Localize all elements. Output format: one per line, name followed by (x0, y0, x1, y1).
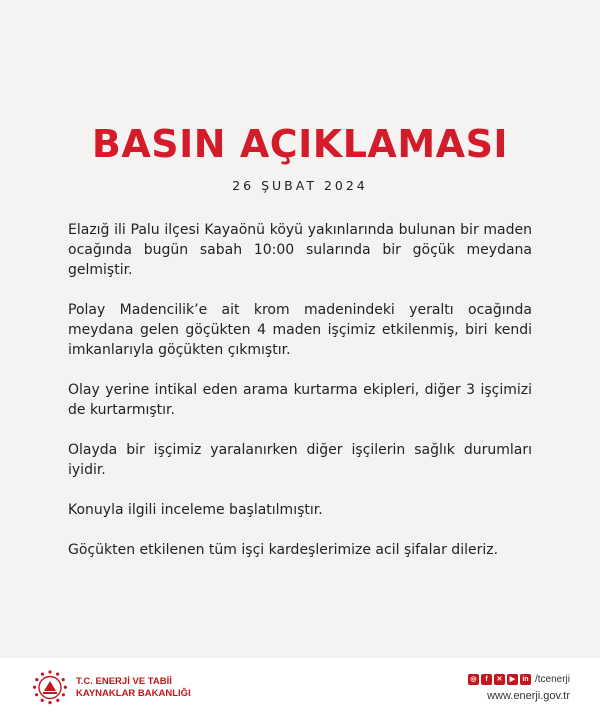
facebook-icon[interactable]: f (481, 674, 492, 685)
ministry-name-line2: KAYNAKLAR BAKANLIĞI (76, 688, 191, 699)
social-links (468, 674, 570, 685)
press-body (68, 220, 532, 580)
youtube-icon[interactable]: ▶ (507, 674, 518, 685)
instagram-icon[interactable]: ◎ (468, 674, 479, 685)
paragraph: Olay yerine intikal eden arama kurtarma ekipleri, diğer 3 işçimizi de kurtarmıştır. (68, 382, 532, 418)
paragraph: Elazığ ili Palu ilçesi Kayaönü köyü yakınlarında bulunan bir maden ocağında bugün sabah 10:00 sularında bir göçük meydana gelmiştir. (68, 222, 532, 278)
paragraph: Konuyla ilgili inceleme başlatılmıştır. (68, 502, 323, 518)
paragraph: Polay Madencilik’e ait krom madenindeki yeraltı ocağında meydana gelen göçükten 4 maden işçimiz etkilenmiş, biri kendi imkanlarıyla göçükten çıkmıştır. (68, 302, 532, 358)
ministry-name-line1: T.C. ENERJİ VE TABİİ (76, 676, 172, 687)
x-icon[interactable]: ✕ (494, 674, 505, 685)
website-link[interactable]: www.enerji.gov.tr (487, 690, 570, 702)
social-handle[interactable]: /tcenerji (534, 674, 570, 685)
paragraph: Göçükten etkilenen tüm işçi kardeşlerimize acil şifalar dileriz. (68, 542, 499, 558)
page-title: BASIN AÇIKLAMASI (91, 122, 509, 166)
linkedin-icon[interactable]: in (520, 674, 531, 685)
paragraph: Olayda bir işçimiz yaralanırken diğer işçilerin sağlık durumları iyidir. (68, 442, 532, 478)
press-date: 26 ŞUBAT 2024 (232, 178, 368, 193)
ministry-emblem-icon (30, 668, 70, 708)
footer (0, 658, 600, 720)
ministry-name (76, 676, 191, 700)
